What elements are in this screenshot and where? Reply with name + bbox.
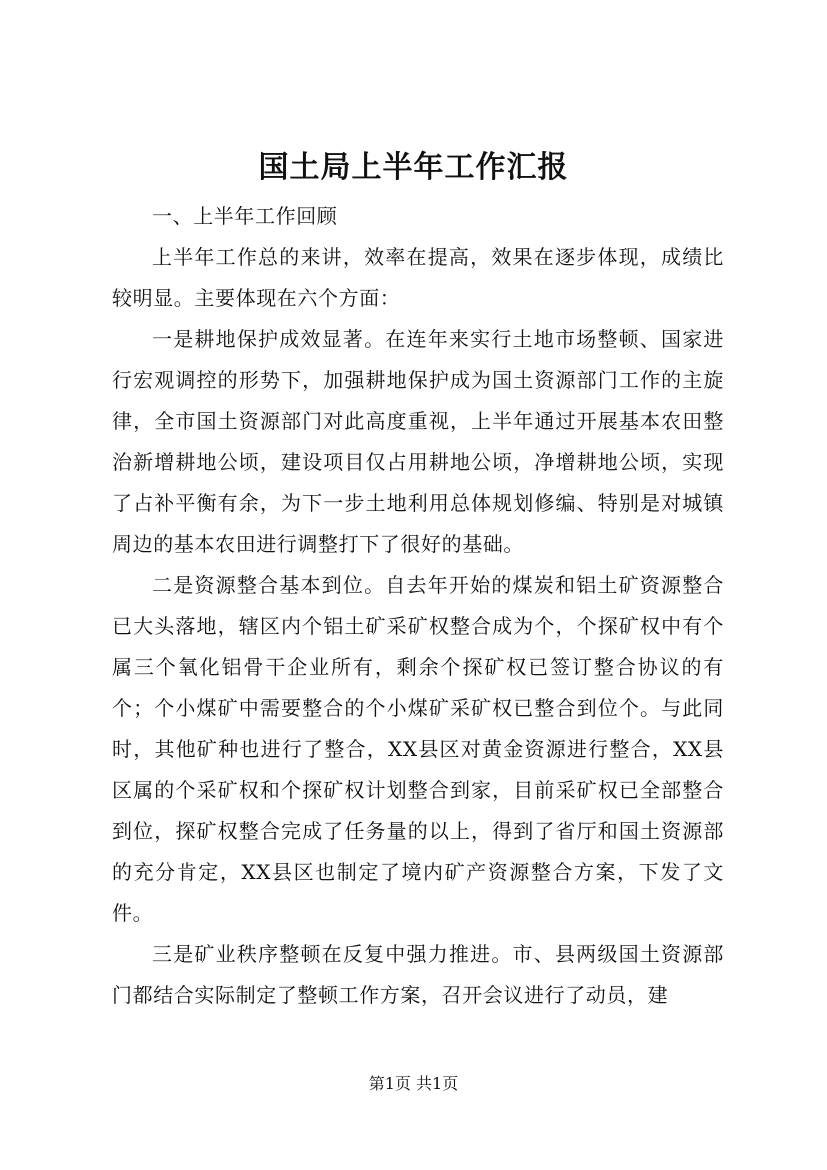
page-footer: 第1页 共1页 xyxy=(368,1074,459,1093)
paragraph-mining-order: 三是矿业秩序整顿在反复中强力推进。市、县两级国土资源部门都结合实际制定了整顿工作方案，召开会议进行了动员，建 xyxy=(112,942,724,1007)
paragraph-farmland-protection: 一是耕地保护成效显著。在连年来实行土地市场整顿、国家进行宏观调控的形势下，加强耕地保护成为国土资源部门工作的主旋律，全市国土资源部门对此高度重视，上半年通过开展基本农田整治新增耕地公顷，建设项目仅占用耕地公顷，净增耕地公顷，实现了占补平衡有余，为下一步土地利用总体规划修编、特别是对城镇周边的基本农田进行调整打下了很好的基础。 xyxy=(112,327,724,556)
paragraph-resource-integration: 二是资源整合基本到位。自去年开始的煤炭和铝土矿资源整合已大头落地，辖区内个铝土矿采矿权整合成为个，个探矿权中有个属三个氧化铝骨干企业所有，剩余个探矿权已签订整合协议的有个；个小煤矿中需要整合的个小煤矿采矿权已整合到位个。与此同时，其他矿种也进行了整合，XX县区对黄金资源进行整合，XX县区属的个采矿权和个探矿权计划整合到家，目前采矿权已全部整合到位，探矿权整合完成了任务量的以上，得到了省厅和国土资源部的充分肯定，XX县区也制定了境内矿产资源整合方案，下发了文件。 xyxy=(112,573,724,925)
document-title: 国土局上半年工作汇报 xyxy=(258,150,569,185)
section-heading: 一、上半年工作回顾 xyxy=(152,204,338,228)
document-body xyxy=(112,196,724,1016)
paragraph-summary: 上半年工作总的来讲，效率在提高，效果在逐步体现，成绩比较明显。主要体现在六个方面： xyxy=(112,245,724,310)
